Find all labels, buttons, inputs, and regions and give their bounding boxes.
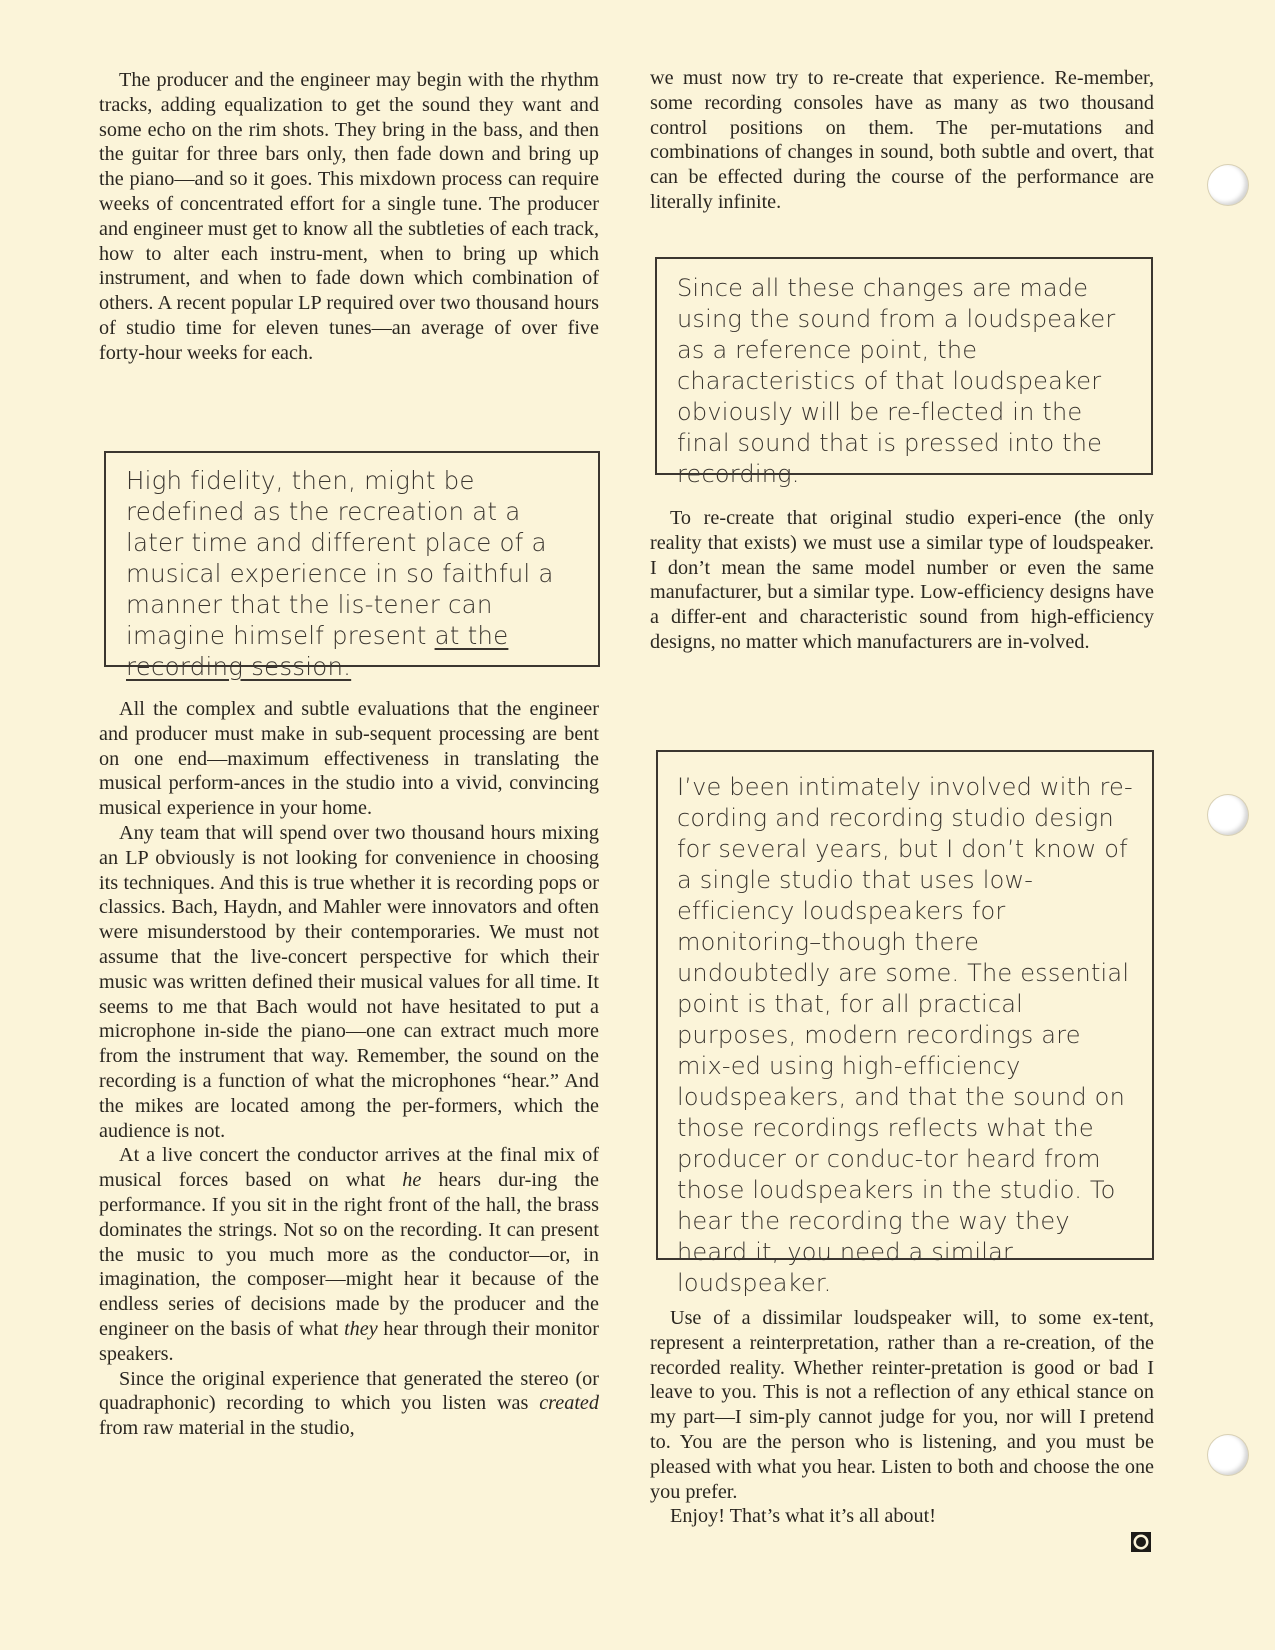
- body-paragraph: Any team that will spend over two thousand hours mixing an LP obviously is not looking for convenience in choosing its techniques. And this is true whether it is recording pops or classics. Bach, Haydn, and Mahler were innovators and often were misunderstood by their contemporaries. We must not assume that the live-concert perspective for which their music was written defined their musical values for all time. It seems to me that Bach would not have hesitated to put a microphone in-side the piano—one can extract much more from the instrument that way. Remember, the sound on the recording is a function of what the microphones “hear.” And the mikes are located among the per-formers, which the audience is not.: [99, 821, 599, 1142]
- body-paragraph: All the complex and subtle evaluations that the engineer and producer must make in sub-sequent processing are bent on one end—maximum effectiveness in translating the musical perform-ances in the studio into a vivid, convincing musical experience in your home.: [99, 698, 599, 820]
- body-paragraph: At a live concert the conductor arrives at the final mix of musical forces based on what he hears dur-ing the performance. If you sit in the right front of the hall, the brass dominates the strings. Not so on the recording. It can present the music to you much more as the conductor—or, in imagination, the composer—might hear it because of the endless series of decisions made by the producer and the engineer on the basis of what they hear through their monitor speakers.: [99, 1144, 600, 1365]
- binder-hole-icon: [1208, 1435, 1248, 1475]
- pull-quote-text: I’ve been intimately involved with re-cording and recording studio design for several years, but I don’t know of a single studio that uses low-efficiency loudspeakers for monitoring–though there undoubtedly are some. The essential point is that, for all practical purposes, modern recordings are mix-ed using high-efficiency loudspeakers, and that the sound on those recordings reflects what the producer or conduc-tor heard from those loudspeakers in the studio. To hear the recording the way they heard it, you need a similar loudspeaker.: [677, 773, 1133, 1297]
- pull-quote-studio-design: [656, 750, 1154, 1297]
- right-column: [650, 66, 1154, 215]
- body-paragraph: Use of a dissimilar loudspeaker will, to some ex-tent, represent a reinterpretation, rather than a re-creation, of the recorded reality. Whether reinter-pretation is good or bad I leave to you. This is not a reflection of any ethical stance on my part—I sim-ply cannot judge for you, nor will I pretend to. You are the person who is listening, and you must be pleased with what you hear. Listen to both and choose the one you prefer.: [650, 1307, 1154, 1503]
- left-column: [99, 68, 599, 366]
- pull-quote-reference-point: [655, 257, 1153, 488]
- closing-line: Enjoy! That’s what it’s all about!: [670, 1505, 936, 1528]
- pull-quote-high-fidelity: [104, 451, 600, 681]
- pull-quote-text: Since all these changes are made using the sound from a loudspeaker as a reference point, the characteristics of that loudspeaker obviously will be re-flected in the final sound that is pressed into the recording.: [677, 274, 1116, 488]
- body-paragraph: Since the original experience that generated the stereo (or quadraphonic) recording to which you listen was created from raw material in the studio,: [99, 1367, 599, 1440]
- right-column-bottom: [650, 1306, 1154, 1529]
- left-column-continued: [99, 697, 599, 1441]
- end-of-article-icon: [1131, 1532, 1151, 1552]
- body-paragraph: To re-create that original studio experi-ence (the only reality that exists) we must use a similar type of loudspeaker. I don’t mean the same model number or even the same manufacturer, but a similar type. Low-efficiency designs have a differ-ent and characteristic sound from high-efficiency designs, no matter which manufacturers are in-volved.: [650, 507, 1154, 653]
- underlined-phrase: at the recording session.: [126, 621, 509, 681]
- body-paragraph: The producer and the engineer may begin with the rhythm tracks, adding equalization to get the sound they want and some echo on the rim shots. They bring in the bass, and then the guitar for three bars only, then fade down and bring up the piano—and so it goes. This mixdown process can require weeks of concentrated effort for a single tune. The producer and engineer must get to know all the subtleties of each track, how to alter each instru-ment, when to bring up which instrument, and when to fade down which combination of others. A recent popular LP required over two thousand hours of studio time for eleven tunes—an average of over five forty-hour weeks for each.: [99, 69, 599, 364]
- binder-hole-icon: [1208, 165, 1248, 205]
- right-column-middle: [650, 506, 1154, 655]
- body-paragraph: we must now try to re-create that experience. Re-member, some recording consoles have as many as two thousand control positions on them. The per-mutations and combinations of changes in sound, both subtle and overt, that can be effected during the course of the performance are literally infinite.: [650, 67, 1154, 213]
- binder-hole-icon: [1208, 795, 1248, 835]
- pull-quote-text: High fidelity, then, might be redefined as the recreation at a later time and different place of a musical experience in so faithful a manner that the lis-tener can imagine himself present at the recording session.: [126, 466, 554, 681]
